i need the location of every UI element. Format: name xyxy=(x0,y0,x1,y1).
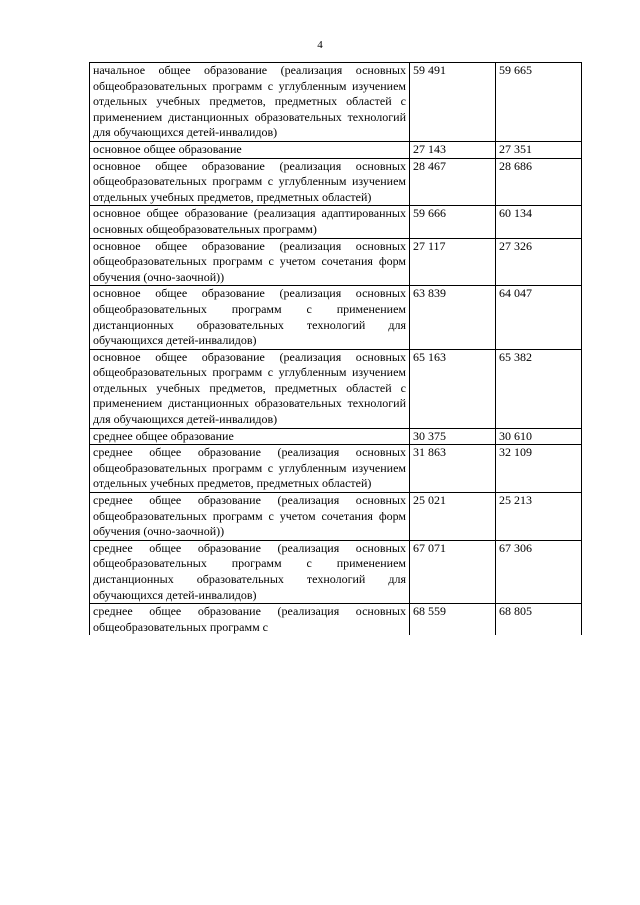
row-value-2: 64 047 xyxy=(496,286,582,349)
row-value-1: 59 491 xyxy=(410,63,496,142)
table-row xyxy=(90,493,582,541)
row-description: среднее общее образование (реализация основных общеобразовательных программ с применением дистанционных образовательных технологий для обучающихся детей-инвалидов) xyxy=(90,540,410,603)
row-value-2: 28 686 xyxy=(496,158,582,206)
page-number: 4 xyxy=(317,39,323,51)
row-description: среднее общее образование xyxy=(90,428,410,445)
row-value-1: 65 163 xyxy=(410,349,496,428)
row-value-1: 59 666 xyxy=(410,206,496,238)
cost-table xyxy=(89,62,582,635)
table-row xyxy=(90,286,582,349)
row-description: основное общее образование (реализация адаптированных основных общеобразовательных программ) xyxy=(90,206,410,238)
table-row xyxy=(90,349,582,428)
table-row xyxy=(90,206,582,238)
row-description: основное общее образование (реализация основных общеобразовательных программ с учетом сочетания форм обучения (очно-заочной)) xyxy=(90,238,410,286)
row-value-2: 68 805 xyxy=(496,604,582,636)
row-description: основное общее образование (реализация основных общеобразовательных программ с применением дистанционных образовательных технологий для обучающихся детей-инвалидов) xyxy=(90,286,410,349)
table-row xyxy=(90,445,582,493)
row-value-1: 25 021 xyxy=(410,493,496,541)
row-description: основное общее образование xyxy=(90,141,410,158)
row-value-2: 60 134 xyxy=(496,206,582,238)
row-description: начальное общее образование (реализация основных общеобразовательных программ с углубленным изучением отдельных учебных предметов, предметных областей с применением дистанционных образовательных технологий для обучающихся детей-инвалидов) xyxy=(90,63,410,142)
row-value-2: 59 665 xyxy=(496,63,582,142)
table-row xyxy=(90,63,582,142)
row-value-1: 27 117 xyxy=(410,238,496,286)
row-value-1: 28 467 xyxy=(410,158,496,206)
row-value-1: 27 143 xyxy=(410,141,496,158)
row-value-2: 27 351 xyxy=(496,141,582,158)
row-value-2: 32 109 xyxy=(496,445,582,493)
row-value-1: 67 071 xyxy=(410,540,496,603)
row-value-1: 31 863 xyxy=(410,445,496,493)
table-row xyxy=(90,141,582,158)
row-value-2: 65 382 xyxy=(496,349,582,428)
row-value-2: 27 326 xyxy=(496,238,582,286)
row-value-1: 63 839 xyxy=(410,286,496,349)
table-row xyxy=(90,604,582,636)
row-description: основное общее образование (реализация основных общеобразовательных программ с углубленным изучением отдельных учебных предметов, предметных областей с применением дистанционных образовательных технологий для обучающихся детей-инвалидов) xyxy=(90,349,410,428)
row-description: основное общее образование (реализация основных общеобразовательных программ с углубленным изучением отдельных учебных предметов, предметных областей) xyxy=(90,158,410,206)
row-value-2: 25 213 xyxy=(496,493,582,541)
row-value-1: 68 559 xyxy=(410,604,496,636)
row-description: среднее общее образование (реализация основных общеобразовательных программ с xyxy=(90,604,410,636)
table-row xyxy=(90,540,582,603)
row-description: среднее общее образование (реализация основных общеобразовательных программ с учетом сочетания форм обучения (очно-заочной)) xyxy=(90,493,410,541)
row-value-2: 67 306 xyxy=(496,540,582,603)
table-row xyxy=(90,428,582,445)
table-row xyxy=(90,238,582,286)
row-value-1: 30 375 xyxy=(410,428,496,445)
row-value-2: 30 610 xyxy=(496,428,582,445)
table-row xyxy=(90,158,582,206)
row-description: среднее общее образование (реализация основных общеобразовательных программ с углубленным изучением отдельных учебных предметов, предметных областей) xyxy=(90,445,410,493)
